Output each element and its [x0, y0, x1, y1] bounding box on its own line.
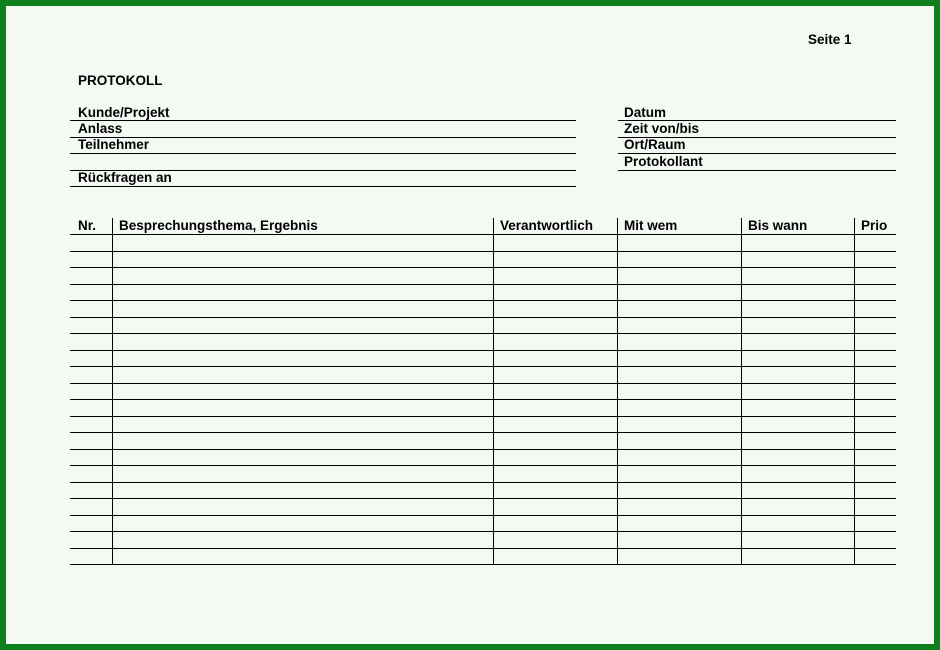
table-cell-responsible[interactable]	[494, 483, 617, 499]
table-cell-nr[interactable]	[71, 450, 112, 466]
table-cell-due[interactable]	[742, 466, 854, 482]
table-cell-responsible[interactable]	[494, 268, 617, 284]
table-cell-due[interactable]	[742, 499, 854, 515]
table-cell-responsible[interactable]	[494, 417, 617, 433]
table-cell-with-whom[interactable]	[618, 351, 741, 367]
table-cell-responsible[interactable]	[494, 285, 617, 301]
table-cell-topic[interactable]	[113, 499, 493, 515]
table-cell-with-whom[interactable]	[618, 516, 741, 532]
table-cell-responsible[interactable]	[494, 516, 617, 532]
table-cell-prio[interactable]	[855, 549, 896, 565]
table-cell-nr[interactable]	[71, 252, 112, 268]
table-cell-with-whom[interactable]	[618, 400, 741, 416]
column-header-nr: Nr.	[78, 218, 97, 233]
table-cell-with-whom[interactable]	[618, 549, 741, 565]
table-cell-due[interactable]	[742, 252, 854, 268]
table-cell-prio[interactable]	[855, 417, 896, 433]
table-cell-with-whom[interactable]	[618, 252, 741, 268]
table-cell-with-whom[interactable]	[618, 318, 741, 334]
table-cell-topic[interactable]	[113, 252, 493, 268]
table-cell-nr[interactable]	[71, 417, 112, 433]
table-cell-with-whom[interactable]	[618, 483, 741, 499]
table-cell-due[interactable]	[742, 483, 854, 499]
page-number: Seite 1	[808, 32, 852, 47]
table-cell-topic[interactable]	[113, 466, 493, 482]
table-cell-responsible[interactable]	[494, 400, 617, 416]
table-cell-with-whom[interactable]	[618, 532, 741, 548]
field-label-occasion: Anlass	[78, 121, 123, 136]
table-cell-nr[interactable]	[71, 268, 112, 284]
table-cell-responsible[interactable]	[494, 499, 617, 515]
table-cell-with-whom[interactable]	[618, 334, 741, 350]
field-line-customer-project[interactable]	[70, 120, 576, 121]
table-cell-prio[interactable]	[855, 450, 896, 466]
table-cell-responsible[interactable]	[494, 351, 617, 367]
table-cell-with-whom[interactable]	[618, 235, 741, 251]
protocol-sheet	[6, 6, 934, 644]
table-cell-prio[interactable]	[855, 334, 896, 350]
table-cell-nr[interactable]	[71, 285, 112, 301]
table-cell-due[interactable]	[742, 532, 854, 548]
table-cell-prio[interactable]	[855, 285, 896, 301]
table-cell-responsible[interactable]	[494, 367, 617, 383]
table-cell-nr[interactable]	[71, 318, 112, 334]
table-cell-prio[interactable]	[855, 483, 896, 499]
field-line-queries-to[interactable]	[70, 186, 576, 187]
table-cell-responsible[interactable]	[494, 450, 617, 466]
table-cell-responsible[interactable]	[494, 235, 617, 251]
table-cell-responsible[interactable]	[494, 433, 617, 449]
table-cell-topic[interactable]	[113, 483, 493, 499]
table-cell-with-whom[interactable]	[618, 384, 741, 400]
table-cell-nr[interactable]	[71, 235, 112, 251]
table-cell-with-whom[interactable]	[618, 450, 741, 466]
table-cell-due[interactable]	[742, 285, 854, 301]
table-cell-prio[interactable]	[855, 466, 896, 482]
table-cell-nr[interactable]	[71, 516, 112, 532]
table-cell-due[interactable]	[742, 235, 854, 251]
table-cell-nr[interactable]	[71, 499, 112, 515]
table-cell-due[interactable]	[742, 268, 854, 284]
field-label-date: Datum	[624, 105, 667, 120]
table-cell-topic[interactable]	[113, 516, 493, 532]
table-cell-due[interactable]	[742, 549, 854, 565]
table-cell-nr[interactable]	[71, 301, 112, 317]
table-cell-prio[interactable]	[855, 235, 896, 251]
table-cell-topic[interactable]	[113, 384, 493, 400]
column-header-priority: Prio	[861, 218, 888, 233]
table-cell-prio[interactable]	[855, 318, 896, 334]
table-cell-due[interactable]	[742, 384, 854, 400]
table-cell-with-whom[interactable]	[618, 466, 741, 482]
table-cell-nr[interactable]	[71, 433, 112, 449]
table-cell-due[interactable]	[742, 301, 854, 317]
table-cell-prio[interactable]	[855, 384, 896, 400]
table-cell-with-whom[interactable]	[618, 268, 741, 284]
table-cell-topic[interactable]	[113, 400, 493, 416]
table-cell-responsible[interactable]	[494, 466, 617, 482]
field-label-location: Ort/Raum	[624, 137, 686, 152]
table-cell-topic[interactable]	[113, 268, 493, 284]
table-cell-responsible[interactable]	[494, 252, 617, 268]
table-cell-responsible[interactable]	[494, 334, 617, 350]
table-cell-with-whom[interactable]	[618, 417, 741, 433]
table-cell-prio[interactable]	[855, 367, 896, 383]
table-cell-due[interactable]	[742, 367, 854, 383]
field-line-minute-taker[interactable]	[618, 170, 896, 171]
table-cell-prio[interactable]	[855, 532, 896, 548]
table-cell-due[interactable]	[742, 351, 854, 367]
table-cell-with-whom[interactable]	[618, 433, 741, 449]
table-cell-nr[interactable]	[71, 466, 112, 482]
table-cell-responsible[interactable]	[494, 301, 617, 317]
table-cell-topic[interactable]	[113, 351, 493, 367]
field-label-queries-to: Rückfragen an	[78, 170, 172, 185]
table-cell-nr[interactable]	[71, 400, 112, 416]
table-cell-topic[interactable]	[113, 301, 493, 317]
table-cell-nr[interactable]	[71, 367, 112, 383]
table-cell-topic[interactable]	[113, 235, 493, 251]
table-cell-prio[interactable]	[855, 400, 896, 416]
table-cell-prio[interactable]	[855, 351, 896, 367]
table-cell-due[interactable]	[742, 417, 854, 433]
table-cell-prio[interactable]	[855, 301, 896, 317]
table-cell-nr[interactable]	[71, 384, 112, 400]
field-label-customer-project: Kunde/Projekt	[78, 105, 170, 120]
table-cell-topic[interactable]	[113, 367, 493, 383]
column-header-topic-result: Besprechungsthema, Ergebnis	[119, 218, 318, 233]
table-cell-responsible[interactable]	[494, 532, 617, 548]
table-cell-with-whom[interactable]	[618, 301, 741, 317]
column-header-with-whom: Mit wem	[624, 218, 678, 233]
table-cell-topic[interactable]	[113, 450, 493, 466]
field-line-participants[interactable]	[70, 153, 576, 154]
table-cell-prio[interactable]	[855, 252, 896, 268]
table-cell-topic[interactable]	[113, 417, 493, 433]
table-cell-with-whom[interactable]	[618, 499, 741, 515]
table-cell-due[interactable]	[742, 334, 854, 350]
column-header-responsible: Verantwortlich	[500, 218, 594, 233]
table-cell-prio[interactable]	[855, 516, 896, 532]
table-cell-due[interactable]	[742, 433, 854, 449]
table-cell-responsible[interactable]	[494, 318, 617, 334]
table-cell-topic[interactable]	[113, 334, 493, 350]
column-header-due-date: Bis wann	[748, 218, 808, 233]
field-label-participants: Teilnehmer	[78, 137, 150, 152]
table-cell-due[interactable]	[742, 516, 854, 532]
table-cell-nr[interactable]	[71, 334, 112, 350]
table-cell-due[interactable]	[742, 318, 854, 334]
table-cell-responsible[interactable]	[494, 384, 617, 400]
table-cell-responsible[interactable]	[494, 549, 617, 565]
table-cell-prio[interactable]	[855, 268, 896, 284]
field-label-minute-taker: Protokollant	[624, 154, 703, 169]
table-cell-due[interactable]	[742, 400, 854, 416]
table-cell-prio[interactable]	[855, 499, 896, 515]
table-cell-topic[interactable]	[113, 285, 493, 301]
table-cell-nr[interactable]	[71, 532, 112, 548]
table-cell-topic[interactable]	[113, 318, 493, 334]
table-cell-due[interactable]	[742, 450, 854, 466]
table-cell-topic[interactable]	[113, 532, 493, 548]
field-label-time: Zeit von/bis	[624, 121, 700, 136]
table-cell-prio[interactable]	[855, 433, 896, 449]
document-title: PROTOKOLL	[78, 73, 163, 88]
table-cell-with-whom[interactable]	[618, 285, 741, 301]
table-cell-topic[interactable]	[113, 433, 493, 449]
table-cell-nr[interactable]	[71, 483, 112, 499]
table-cell-topic[interactable]	[113, 549, 493, 565]
table-cell-nr[interactable]	[71, 351, 112, 367]
table-cell-with-whom[interactable]	[618, 367, 741, 383]
table-cell-nr[interactable]	[71, 549, 112, 565]
